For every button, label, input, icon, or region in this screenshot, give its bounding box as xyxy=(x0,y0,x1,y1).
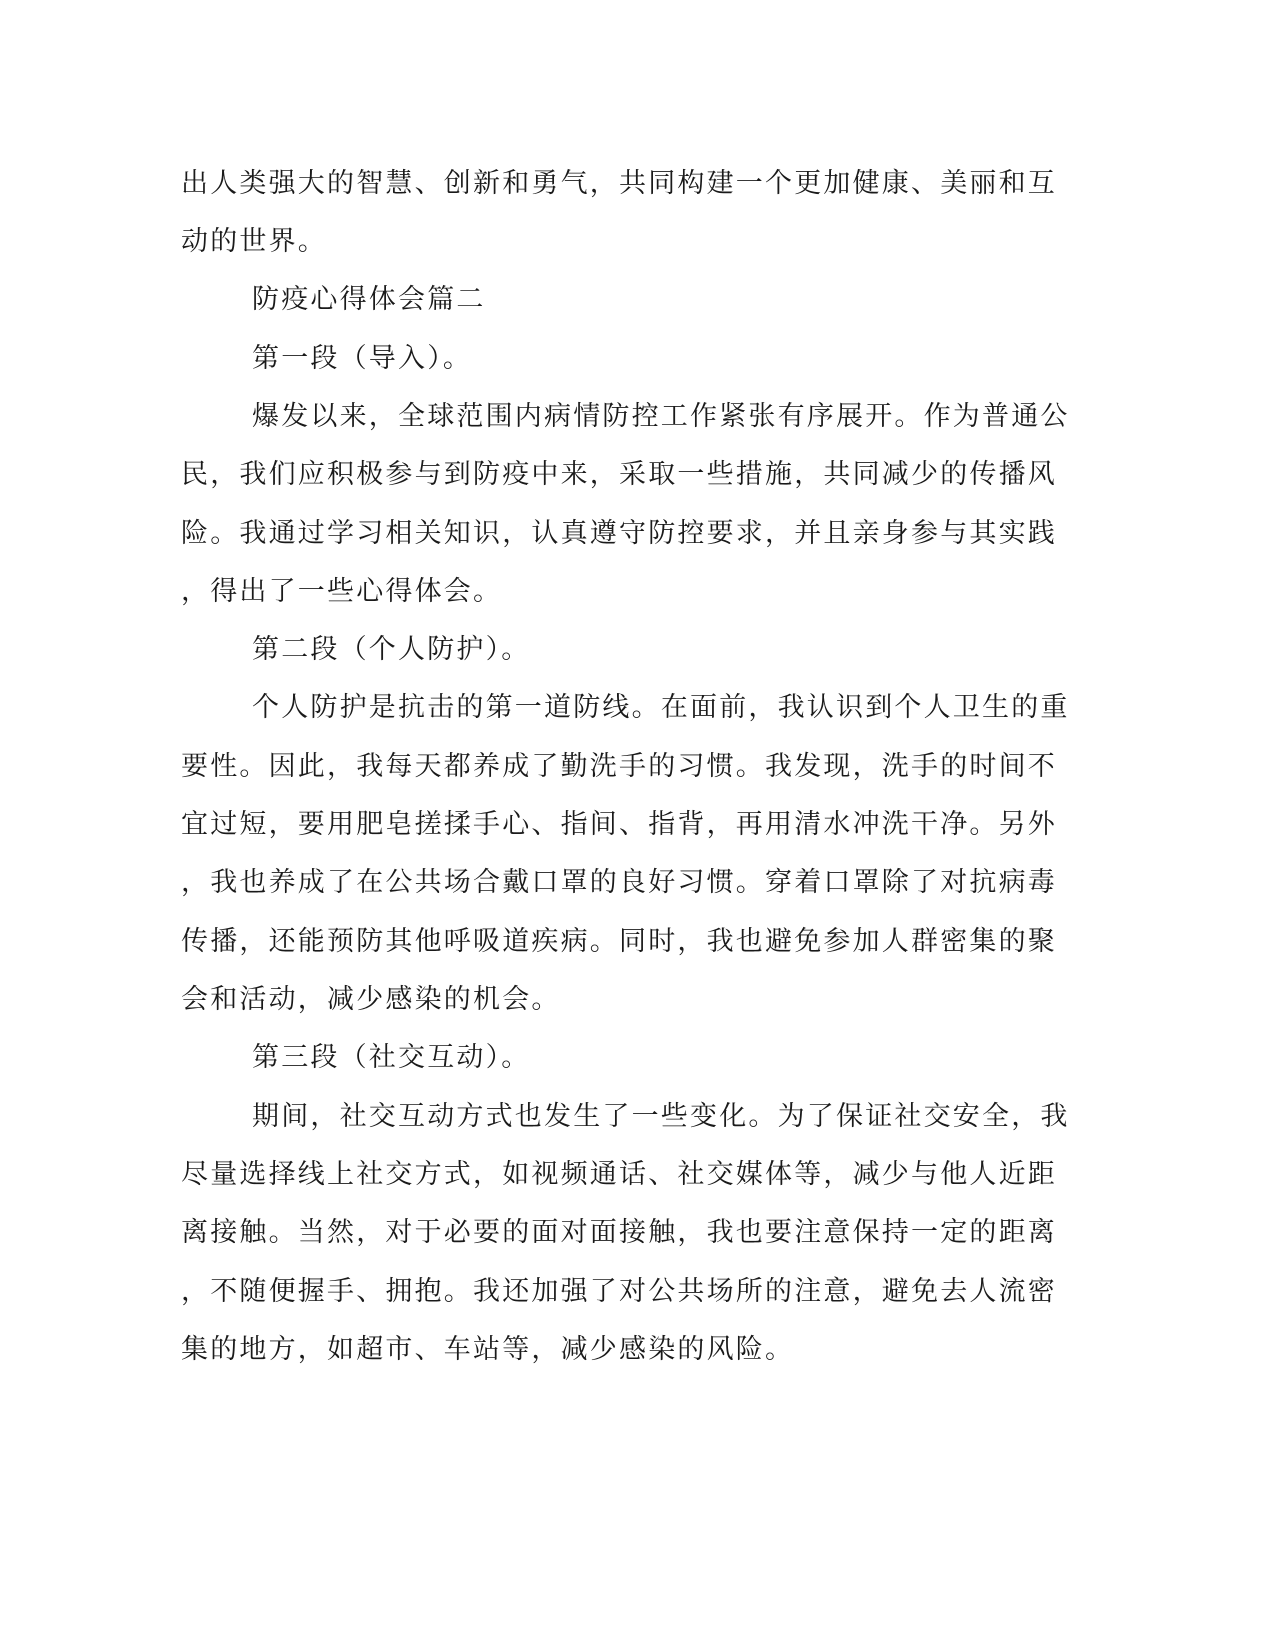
text-line-12: 宜过短，要用肥皂搓揉手心、指间、指背，再用清水冲洗干净。另外 xyxy=(181,809,1057,840)
section-heading: 防疫心得体会篇二 xyxy=(252,284,486,315)
text-line-6: 民，我们应积极参与到防疫中来，采取一些措施，共同减少的传播风 xyxy=(181,459,1057,490)
text-line-20: ，不随便握手、拥抱。我还加强了对公共场所的注意，避免去人流密 xyxy=(181,1276,1057,1307)
text-line-7: 险。我通过学习相关知识，认真遵守防控要求，并且亲身参与其实践 xyxy=(181,518,1057,549)
text-line-14: 传播，还能预防其他呼吸道疾病。同时，我也避免参加人群密集的聚 xyxy=(181,926,1057,957)
text-line-2: 动的世界。 xyxy=(181,226,327,257)
text-line-13: ，我也养成了在公共场合戴口罩的良好习惯。穿着口罩除了对抗病毒 xyxy=(181,867,1057,898)
paragraph-heading-3: 第三段（社交互动）。 xyxy=(252,1042,531,1073)
text-line-8: ，得出了一些心得体会。 xyxy=(181,576,503,607)
paragraph-heading-2: 第二段（个人防护）。 xyxy=(252,634,531,665)
text-line-21: 集的地方，如超市、车站等，减少感染的风险。 xyxy=(181,1334,795,1365)
text-line-11: 要性。因此，我每天都养成了勤洗手的习惯。我发现，洗手的时间不 xyxy=(181,751,1057,782)
paragraph-heading-1: 第一段（导入）。 xyxy=(252,343,473,374)
text-line-1: 出人类强大的智慧、创新和勇气，共同构建一个更加健康、美丽和互 xyxy=(181,168,1057,199)
text-line-19: 离接触。当然，对于必要的面对面接触，我也要注意保持一定的距离 xyxy=(181,1217,1057,1248)
text-line-17: 期间，社交互动方式也发生了一些变化。为了保证社交安全，我 xyxy=(252,1101,1070,1132)
text-line-10: 个人防护是抗击的第一道防线。在面前，我认识到个人卫生的重 xyxy=(252,692,1070,723)
text-line-18: 尽量选择线上社交方式，如视频通话、社交媒体等，减少与他人近距 xyxy=(181,1159,1057,1190)
text-line-5: 爆发以来，全球范围内病情防控工作紧张有序展开。作为普通公 xyxy=(252,401,1070,432)
text-line-15: 会和活动，减少感染的机会。 xyxy=(181,984,561,1015)
